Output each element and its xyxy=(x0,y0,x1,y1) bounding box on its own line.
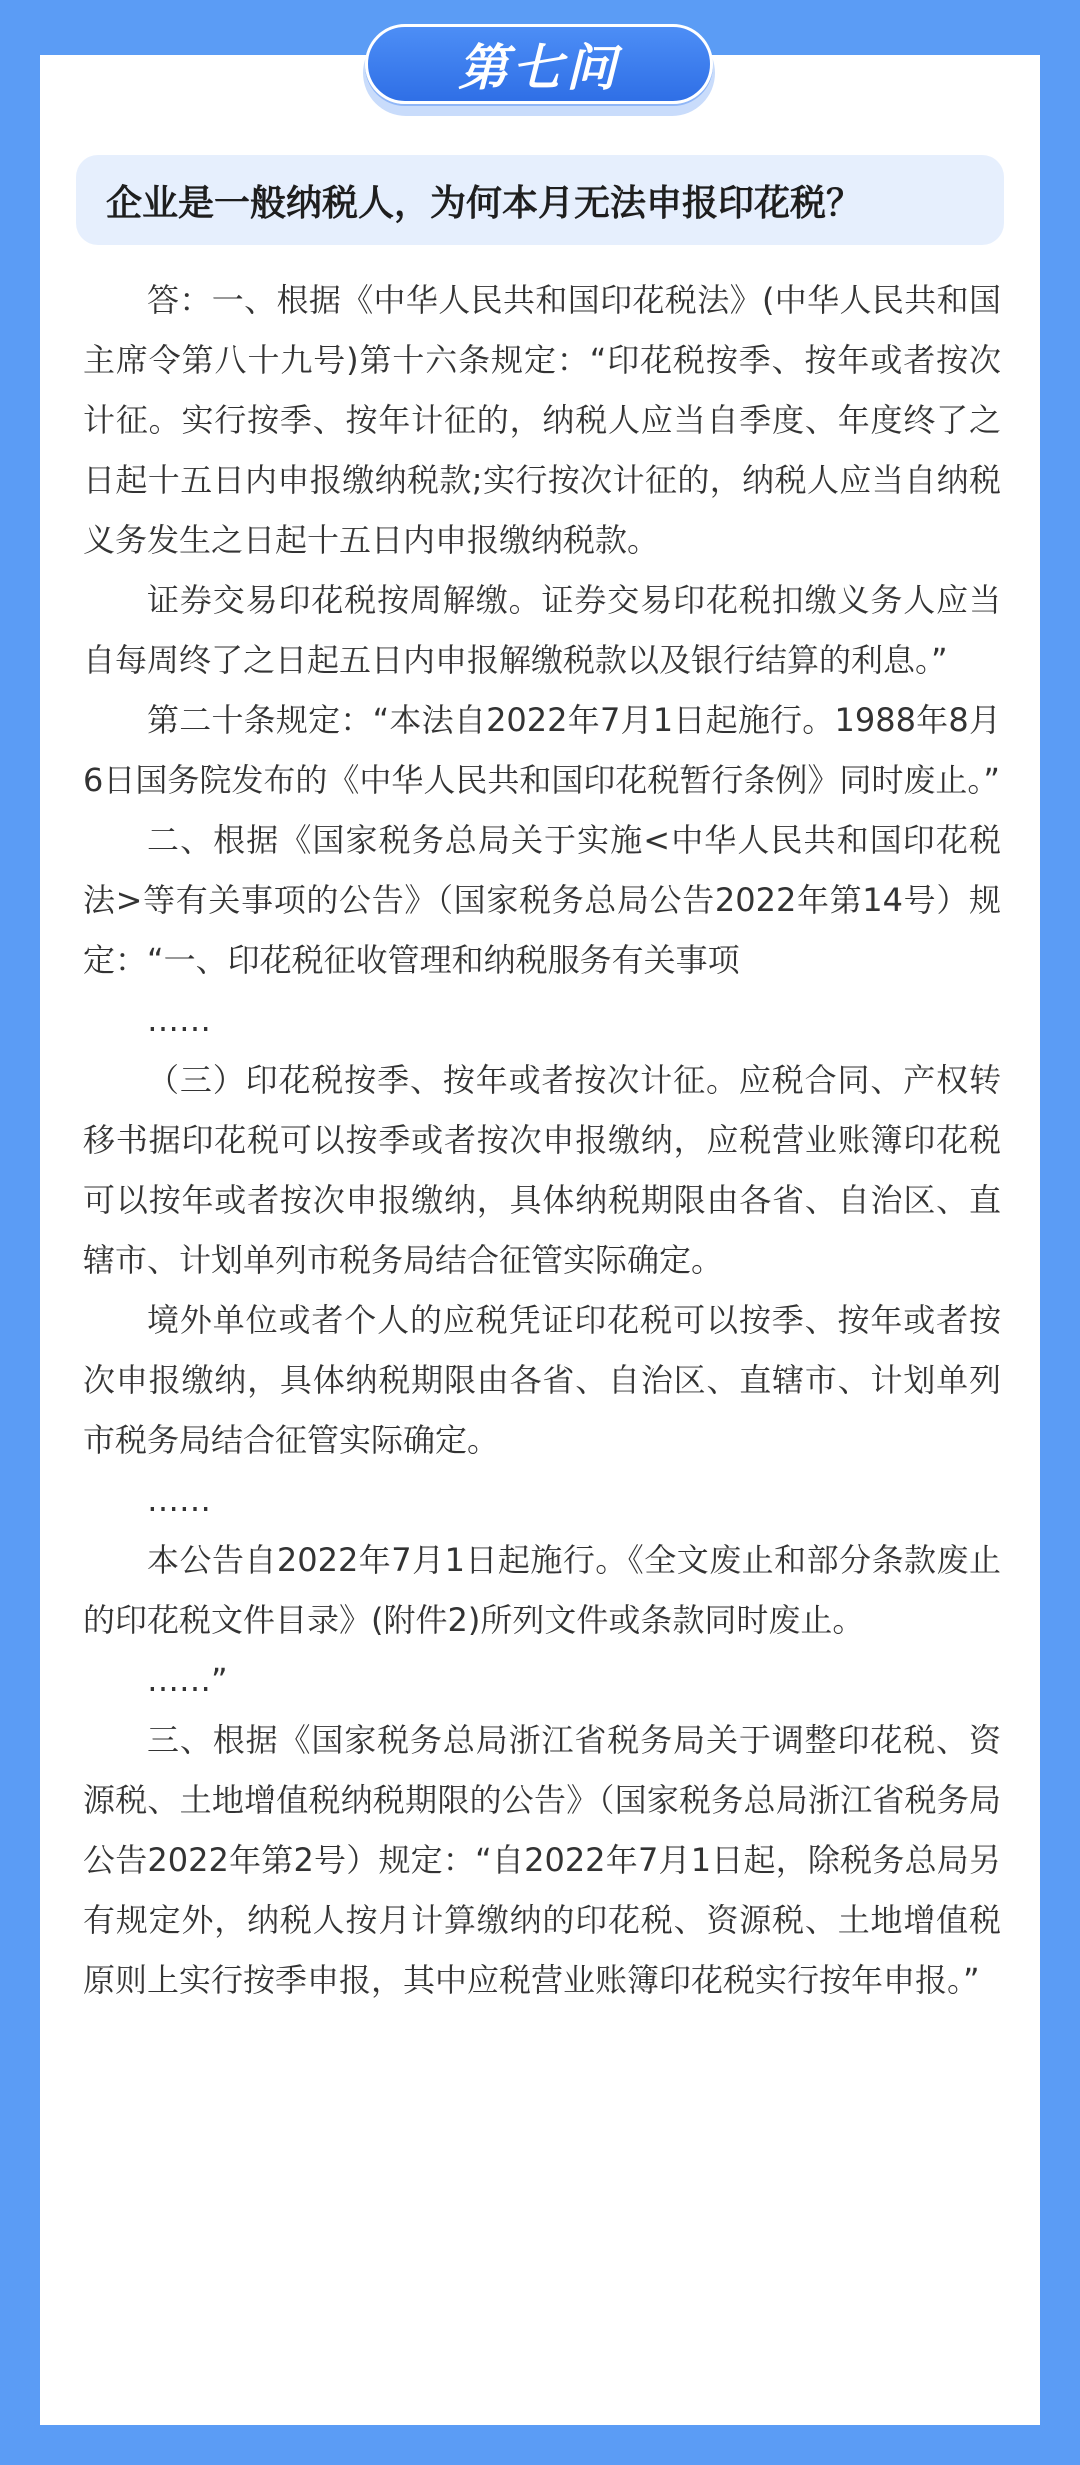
answer-ellipsis: …… xyxy=(147,1481,211,1519)
question-number-badge xyxy=(365,24,713,104)
badge-title: 第七问 xyxy=(458,39,620,97)
answer-paragraph: （三）印花税按季、按年或者按次计征。应税合同、产权转移书据印花税可以按季或者按次申报缴纳，应税营业账簿印花税可以按年或者按次申报缴纳，具体纳税期限由各省、自治区、直辖市、计划单列市税务局结合征管实际确定。 xyxy=(83,1061,1001,1279)
question-text: 企业是一般纳税人，为何本月无法申报印花税？ xyxy=(106,182,863,224)
answer-ellipsis: …… xyxy=(147,1001,211,1039)
question-box xyxy=(76,155,1004,245)
answer-paragraph: 证券交易印花税按周解缴。证券交易印花税扣缴义务人应当自每周终了之日起五日内申报解缴税款以及银行结算的利息。” xyxy=(83,581,1001,679)
answer-paragraph: 第二十条规定：“本法自2022年7月1日起施行。1988年8月6日国务院发布的《中华人民共和国印花税暂行条例》同时废止。” xyxy=(83,701,1001,799)
answer-body xyxy=(83,270,1001,2010)
answer-paragraph: 二、根据《国家税务总局关于实施<中华人民共和国印花税法>等有关事项的公告》（国家税务总局公告2022年第14号）规定：“一、印花税征收管理和纳税服务有关事项 xyxy=(83,821,1001,979)
answer-paragraph: 三、根据《国家税务总局浙江省税务局关于调整印花税、资源税、土地增值税纳税期限的公告》（国家税务总局浙江省税务局公告2022年第2号）规定：“自2022年7月1日起，除税务总局另有规定外，纳税人按月计算缴纳的印花税、资源税、土地增值税原则上实行按季申报，其中应税营业账簿印花税实行按年申报。” xyxy=(83,1721,1001,1999)
answer-paragraph: 本公告自2022年7月1日起施行。《全文废止和部分条款废止的印花税文件目录》(附件2)所列文件或条款同时废止。 xyxy=(83,1541,1001,1639)
answer-paragraph: 答：一、根据《中华人民共和国印花税法》(中华人民共和国主席令第八十九号)第十六条规定：“印花税按季、按年或者按次计征。实行按季、按年计征的，纳税人应当自季度、年度终了之日起十五日内申报缴纳税款;实行按次计征的，纳税人应当自纳税义务发生之日起十五日内申报缴纳税款。 xyxy=(83,281,1001,559)
answer-paragraph: 境外单位或者个人的应税凭证印花税可以按季、按年或者按次申报缴纳，具体纳税期限由各省、自治区、直辖市、计划单列市税务局结合征管实际确定。 xyxy=(83,1301,1001,1459)
answer-ellipsis: ……” xyxy=(147,1661,228,1699)
